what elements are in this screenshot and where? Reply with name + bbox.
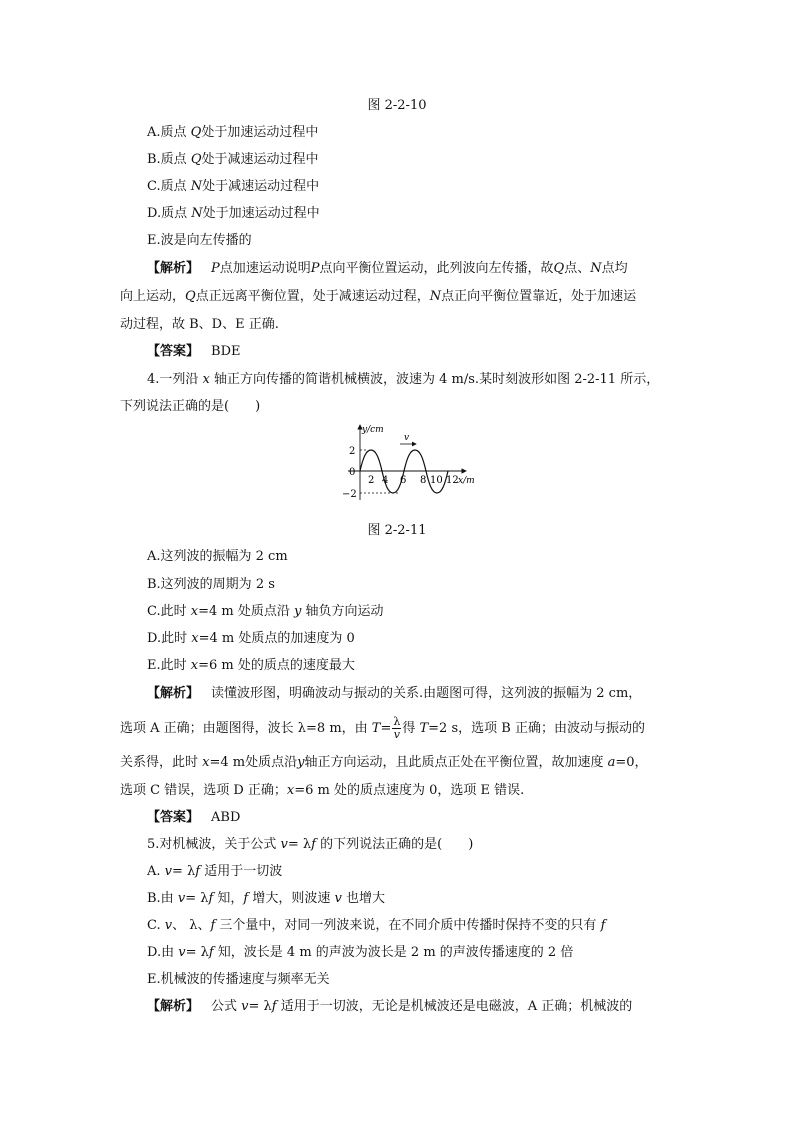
q4-option-d: D.此时 x=4 m 处质点的加速度为 0 bbox=[147, 631, 355, 646]
q4-analysis-line-3: 关系得，此时 x=4 m处质点沿y轴正方向运动，且此质点正处在平衡位置，故加速度 a=0， bbox=[120, 755, 648, 770]
q4-option-c: C.此时 x=4 m 处质点沿 y 轴负方向运动 bbox=[147, 604, 384, 619]
q5-option-a: A. v= λf 适用于一切波 bbox=[147, 864, 283, 879]
q4-stem-line-2: 下列说法正确的是( ) bbox=[120, 399, 261, 414]
q4-stem-line-1: 4.一列沿 x 轴正方向传播的简谐机械横波，波速为 4 m/s.某时刻波形如图 2-2-11 所示， bbox=[147, 372, 660, 387]
x-tick-10: 10 bbox=[430, 475, 443, 486]
q4-analysis-line-4: 选项 C 错误，选项 D 正确；x=6 m 处的质点速度为 0，选项 E 错误. bbox=[120, 783, 525, 798]
q4-option-b: B.这列波的周期为 2 s bbox=[147, 577, 275, 592]
q3-option-b: B.质点 Q处于减速运动过程中 bbox=[147, 152, 319, 167]
analysis-label: 【解析】 bbox=[147, 999, 200, 1014]
q3-option-e: E.波是向左传播的 bbox=[147, 233, 252, 248]
q5-option-d: D.由 v= λf 知，波长是 4 m 的声波为波长是 2 m 的声波传播速度的 2 倍 bbox=[147, 945, 574, 960]
q3-answer: 【答案】 BDE bbox=[147, 344, 241, 359]
q3-option-a: A.质点 Q处于加速运动过程中 bbox=[147, 125, 319, 140]
q3-option-c: C.质点 N处于减速运动过程中 bbox=[147, 179, 320, 194]
answer-label: 【答案】 bbox=[147, 810, 200, 825]
y-tick-neg2: −2 bbox=[342, 489, 357, 500]
q3-option-d: D.质点 N处于加速运动过程中 bbox=[147, 206, 320, 221]
q4-option-e: E.此时 x=6 m 处的质点的速度最大 bbox=[147, 658, 355, 673]
figure-caption-2-2-11: 图 2-2-11 bbox=[367, 523, 427, 538]
x-tick-4: 4 bbox=[382, 475, 389, 486]
q3-analysis-line-3: 动过程，故 B、D、E 正确. bbox=[120, 317, 279, 332]
q4-analysis-line-2: 选项 A 正确；由题图得，波长 λ=8 m，由 T= $\frac{\lambda}{v}$ 得 T=2 s，选项 B 正确；由波动与振动的 bbox=[120, 715, 645, 741]
q3-analysis-line-2: 向上运动，Q点正远离平衡位置，处于减速运动过程，N点正向平衡位置靠近，处于加速运 bbox=[120, 289, 637, 304]
wave-curve bbox=[360, 450, 448, 493]
y-tick-2: 2 bbox=[349, 446, 356, 457]
wave-graph bbox=[330, 420, 480, 505]
analysis-label: 【解析】 bbox=[147, 686, 200, 701]
q5-option-e: E.机械波的传播速度与频率无关 bbox=[147, 972, 330, 987]
q5-option-b: B.由 v= λf 知，f 增大，则波速 v 也增大 bbox=[147, 891, 385, 906]
figure-caption-2-2-10: 图 2-2-10 bbox=[367, 98, 427, 113]
x-tick-2: 2 bbox=[368, 475, 375, 486]
q3-analysis-line-1: 【解析】 P点加速运动说明P点向平衡位置运动，此列波向左传播，故Q点、N点均 bbox=[147, 261, 628, 276]
y-axis-label: y/cm bbox=[362, 425, 384, 435]
fraction-lambda-over-v: $\frac{\lambda}{v}$ bbox=[393, 715, 401, 741]
answer-label: 【答案】 bbox=[147, 344, 200, 359]
analysis-label: 【解析】 bbox=[147, 261, 200, 276]
x-tick-8: 8 bbox=[420, 475, 427, 486]
y-tick-0: 0 bbox=[349, 467, 356, 478]
x-axis-label: x/m bbox=[458, 476, 475, 486]
q5-stem: 5.对机械波，关于公式 v= λf 的下列说法正确的是( ) bbox=[147, 837, 474, 852]
q5-option-c: C. v、 λ、f 三个量中，对同一列波来说，在不同介质中传播时保持不变的只有 f bbox=[147, 918, 606, 933]
velocity-label: v bbox=[404, 433, 410, 443]
q4-analysis-line-1: 【解析】 读懂波形图，明确波动与振动的关系.由题图可得，这列波的振幅为 2 cm， bbox=[147, 686, 642, 701]
x-tick-12: 12 bbox=[446, 475, 459, 486]
q4-option-a: A.这列波的振幅为 2 cm bbox=[147, 549, 288, 564]
x-tick-6: 6 bbox=[400, 475, 407, 486]
q4-answer: 【答案】 ABD bbox=[147, 810, 241, 825]
q5-analysis-line-1: 【解析】 公式 v= λf 适用于一切波，无论是机械波还是电磁波，A 正确；机械波的 bbox=[147, 999, 633, 1014]
